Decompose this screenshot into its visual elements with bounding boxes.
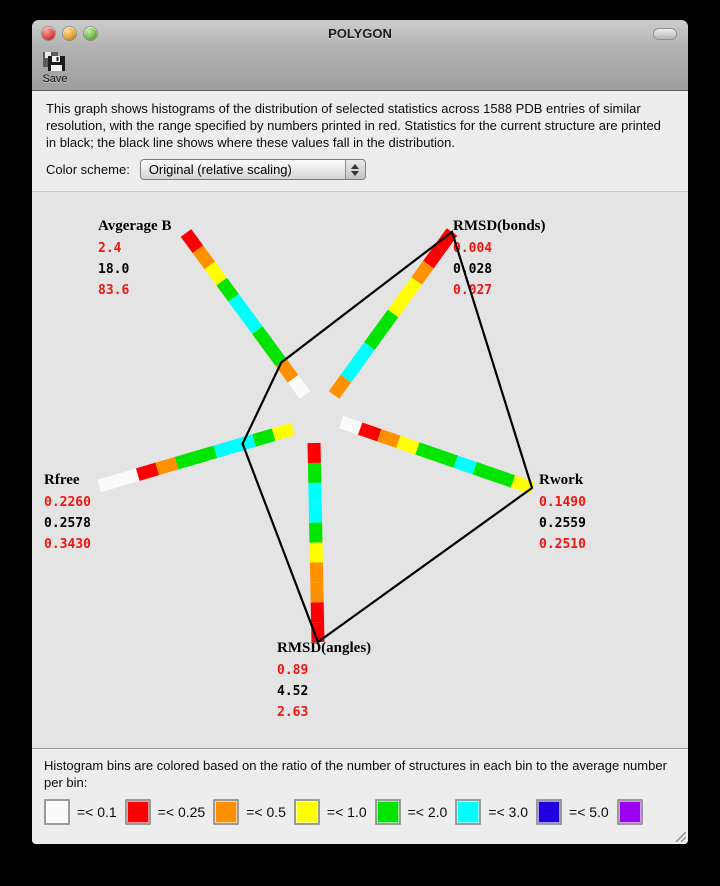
histogram-segment-bonds-6 [369,330,381,346]
histogram-segment-avgb-6 [257,330,269,346]
axis-current: 0.2578 [44,516,91,531]
description-panel [32,91,688,191]
legend-swatch-blue [536,799,562,825]
histogram-segment-bonds-9 [334,379,346,395]
axis-label: Rwork [539,472,584,488]
axis-current: 0.028 [453,262,493,277]
histogram-segment-rwork-3 [456,462,475,469]
histogram-segment-bonds-8 [346,362,358,378]
histogram-segment-bonds-5 [381,314,393,330]
histogram-segment-avgb-3 [222,282,234,298]
axis-label: Rfree [44,472,80,488]
histogram-segment-rwork-8 [360,429,379,436]
histogram-segment-rwork-6 [398,442,417,449]
dropdown-stepper-icon [345,160,365,179]
axis-stats-bonds [453,218,546,301]
axis-max: 0.027 [453,283,493,298]
histogram-segment-rfree-7 [235,440,254,446]
save-button-label: Save [42,73,68,85]
axis-stats-rwork [539,472,586,555]
polygon-window [32,20,688,844]
histogram-segment-bonds-4 [393,297,405,313]
legend-bin-label-1: =< 0.25 [157,804,206,820]
histogram-segment-rfree-1 [118,475,137,481]
axis-max: 83.6 [98,283,130,298]
color-scheme-label: Color scheme: [46,162,130,177]
histogram-segment-avgb-4 [234,298,246,314]
axis-current: 4.52 [277,684,309,699]
save-floppy-icon [42,49,68,73]
axis-label: RMSD(angles) [277,640,372,656]
legend-swatch-purple [617,799,643,825]
histogram-segment-avgb-8 [281,363,293,379]
histogram-segment-avgb-7 [269,346,281,362]
histogram-segment-avgb-5 [246,314,258,330]
toolbar [32,48,688,91]
legend-bin-label-0: =< 0.1 [77,804,117,820]
toolbar-toggle-button[interactable] [654,29,676,39]
axis-current: 0.2559 [539,516,586,531]
legend-bin-label-5: =< 3.0 [488,804,529,820]
stepper-up-icon [351,164,359,169]
histogram-segment-avgb-9 [293,379,305,395]
resize-grip[interactable] [673,829,686,842]
histogram-segment-rfree-8 [254,435,273,441]
legend-swatch-red [125,799,151,825]
window-title: POLYGON [328,26,392,41]
axis-min: 0.2260 [44,495,91,510]
axis-stats-rfree [44,472,91,555]
color-scheme-dropdown[interactable] [140,159,366,180]
histogram-segment-bonds-1 [428,248,440,264]
axis-min: 0.1490 [539,495,586,510]
histogram-segment-rfree-6 [215,446,234,452]
histogram-segment-bonds-3 [405,281,417,297]
legend-bins [44,799,676,825]
histogram-segment-rfree-0 [99,480,118,486]
histogram-segment-rfree-2 [138,469,157,475]
axis-max: 0.3430 [44,537,91,552]
histogram-segment-avgb-0 [186,233,198,249]
legend-swatch-yellow [294,799,320,825]
axis-max: 2.63 [277,705,309,720]
legend-bin-label-3: =< 1.0 [326,804,367,820]
legend-swatch-green [375,799,401,825]
axis-current: 18.0 [98,262,130,277]
save-button[interactable] [42,49,68,85]
legend-swatch-cyan [455,799,481,825]
axis-max: 0.2510 [539,537,586,552]
axis-label: Avgerage B [98,218,172,234]
histogram-segment-rwork-0 [513,481,532,488]
histogram-segment-avgb-1 [198,249,210,265]
histogram-segment-rwork-7 [379,435,398,442]
legend-text: Histogram bins are colored based on the ratio of the number of structures in each bin to the average number per bin: [44,758,667,790]
histogram-segment-rfree-3 [157,463,176,469]
axis-min: 2.4 [98,241,122,256]
title-bar [32,20,688,48]
legend-swatch-orange [213,799,239,825]
polygon-plot-panel [32,191,688,748]
axis-stats-angles [277,640,371,723]
histogram-segment-bonds-7 [358,346,370,362]
legend-swatch-white [44,799,70,825]
description-text: This graph shows histograms of the distribution of selected statistics across 1588 PDB entries of similar resolution, with the range specified by numbers printed in red. Statistics for the current structure are printed in black; the black line shows where these values fall in the distribution. [46,101,661,150]
histogram-segment-rwork-1 [494,475,513,482]
stepper-down-icon [351,171,359,176]
histogram-segment-avgb-2 [210,265,222,281]
axis-min: 0.89 [277,663,309,678]
histogram-segment-rfree-5 [196,452,215,458]
histogram-segment-rwork-4 [437,455,456,462]
axis-stats-avgb [98,218,171,301]
histogram-segment-rfree-9 [274,429,293,435]
axis-min: 0.004 [453,241,493,256]
legend-bin-label-6: =< 5.0 [569,804,609,820]
histogram-segment-rwork-5 [417,448,436,455]
histogram-segment-bonds-0 [440,232,452,248]
histogram-segment-rwork-2 [475,468,494,475]
legend-bin-label-4: =< 2.0 [407,804,448,820]
axis-label: RMSD(bonds) [453,218,546,234]
legend-bin-label-2: =< 0.5 [246,804,286,820]
histogram-segment-rfree-4 [177,458,196,464]
color-scheme-value: Original (relative scaling) [148,162,292,177]
histogram-segment-bonds-2 [417,265,429,281]
legend-panel [32,748,688,844]
histogram-segment-rwork-9 [341,422,360,429]
